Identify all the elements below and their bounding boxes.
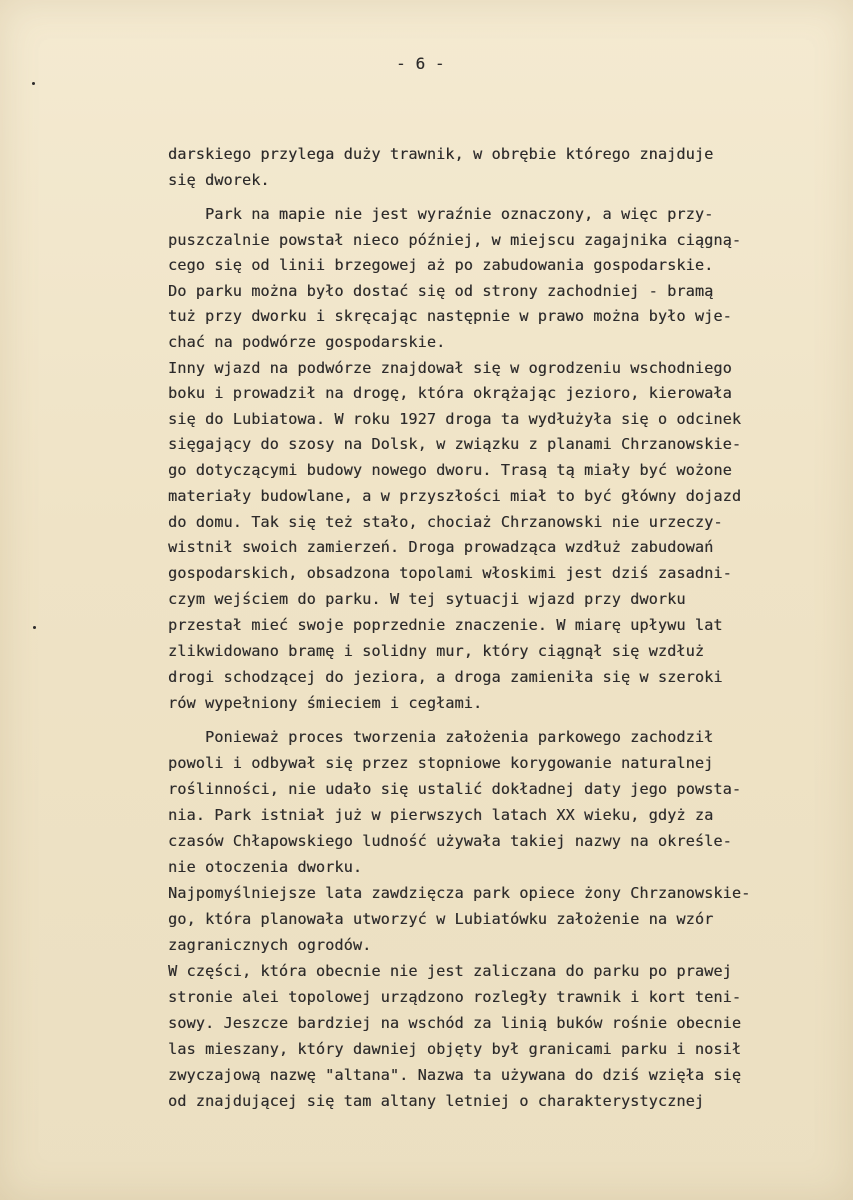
- text-line: od znajdującej się tam altany letniej o charakterystycznej: [168, 1092, 705, 1110]
- text-line: czym wejściem do parku. W tej sytuacji wjazd przy dworku: [168, 590, 686, 608]
- text-line: sowy. Jeszcze bardziej na wschód za linią buków rośnie obecnie: [168, 1014, 742, 1032]
- text-line: zwyczajową nazwę "altana". Nazwa ta używana do dziś wzięła się: [168, 1066, 742, 1084]
- text-line: tuż przy dworku i skręcając następnie w prawo można było wje-: [168, 307, 732, 325]
- text-line: chać na podwórze gospodarskie.: [168, 333, 446, 351]
- text-line: rów wypełniony śmieciem i cegłami.: [168, 694, 483, 712]
- text-line: stronie alei topolowej urządzono rozległy trawnik i kort teni-: [168, 988, 742, 1006]
- text-line: Najpomyślniejsze lata zawdzięcza park opiece żony Chrzanowskie-: [168, 884, 751, 902]
- text-line: boku i prowadził na drogę, która okrążając jezioro, kierowała: [168, 384, 732, 402]
- text-line: Inny wjazd na podwórze znajdował się w ogrodzeniu wschodniego: [168, 359, 732, 377]
- text-line: wistnił swoich zamierzeń. Droga prowadząca wzdłuż zabudowań: [168, 538, 714, 556]
- text-line: go dotyczącymi budowy nowego dworu. Trasą tą miały być wożone: [168, 461, 732, 479]
- text-line: Park na mapie nie jest wyraźnie oznaczony, a więc przy-: [168, 205, 714, 223]
- text-line: zlikwidowano bramę i solidny mur, który ciągnął się wzdłuż: [168, 642, 705, 660]
- text-line: zagranicznych ogrodów.: [168, 936, 372, 954]
- page-number: - 6 -: [396, 54, 445, 73]
- text-line: cego się od linii brzegowej aż po zabudowania gospodarskie.: [168, 256, 714, 274]
- text-line: roślinności, nie udało się ustalić dokładnej daty jego powsta-: [168, 780, 742, 798]
- text-line: czasów Chłapowskiego ludność używała takiej nazwy na określe-: [168, 832, 732, 850]
- text-line: przestał mieć swoje poprzednie znaczenie. W miarę upływu lat: [168, 616, 723, 634]
- text-line: darskiego przylega duży trawnik, w obrębie którego znajduje: [168, 145, 714, 163]
- text-line: materiały budowlane, a w przyszłości miał to być główny dojazd: [168, 487, 742, 505]
- margin-mark: [32, 82, 35, 85]
- text-line: Ponieważ proces tworzenia założenia parkowego zachodził: [168, 728, 714, 746]
- text-line: nie otoczenia dworku.: [168, 858, 363, 876]
- margin-mark: [33, 626, 36, 629]
- text-line: powoli i odbywał się przez stopniowe korygowanie naturalnej: [168, 754, 714, 772]
- text-line: drogi schodzącej do jeziora, a droga zamieniła się w szeroki: [168, 668, 723, 686]
- text-line: Do parku można było dostać się od strony zachodniej - bramą: [168, 282, 714, 300]
- text-line: gospodarskich, obsadzona topolami włoskimi jest dziś zasadni-: [168, 564, 732, 582]
- text-line: go, która planowała utworzyć w Lubiatówku założenie na wzór: [168, 910, 714, 928]
- text-line: się dworek.: [168, 171, 270, 189]
- text-line: sięgający do szosy na Dolsk, w związku z planami Chrzanowskie-: [168, 435, 742, 453]
- text-line: do domu. Tak się też stało, chociaż Chrzanowski nie urzeczy-: [168, 513, 723, 531]
- text-line: nia. Park istniał już w pierwszych latach XX wieku, gdyż za: [168, 806, 714, 824]
- text-line: się do Lubiatowa. W roku 1927 droga ta wydłużyła się o odcinek: [168, 410, 742, 428]
- text-line: W części, która obecnie nie jest zaliczana do parku po prawej: [168, 962, 732, 980]
- text-line: las mieszany, który dawniej objęty był granicami parku i nosił: [168, 1040, 742, 1058]
- text-line: puszczalnie powstał nieco później, w miejscu zagajnika ciągną-: [168, 231, 742, 249]
